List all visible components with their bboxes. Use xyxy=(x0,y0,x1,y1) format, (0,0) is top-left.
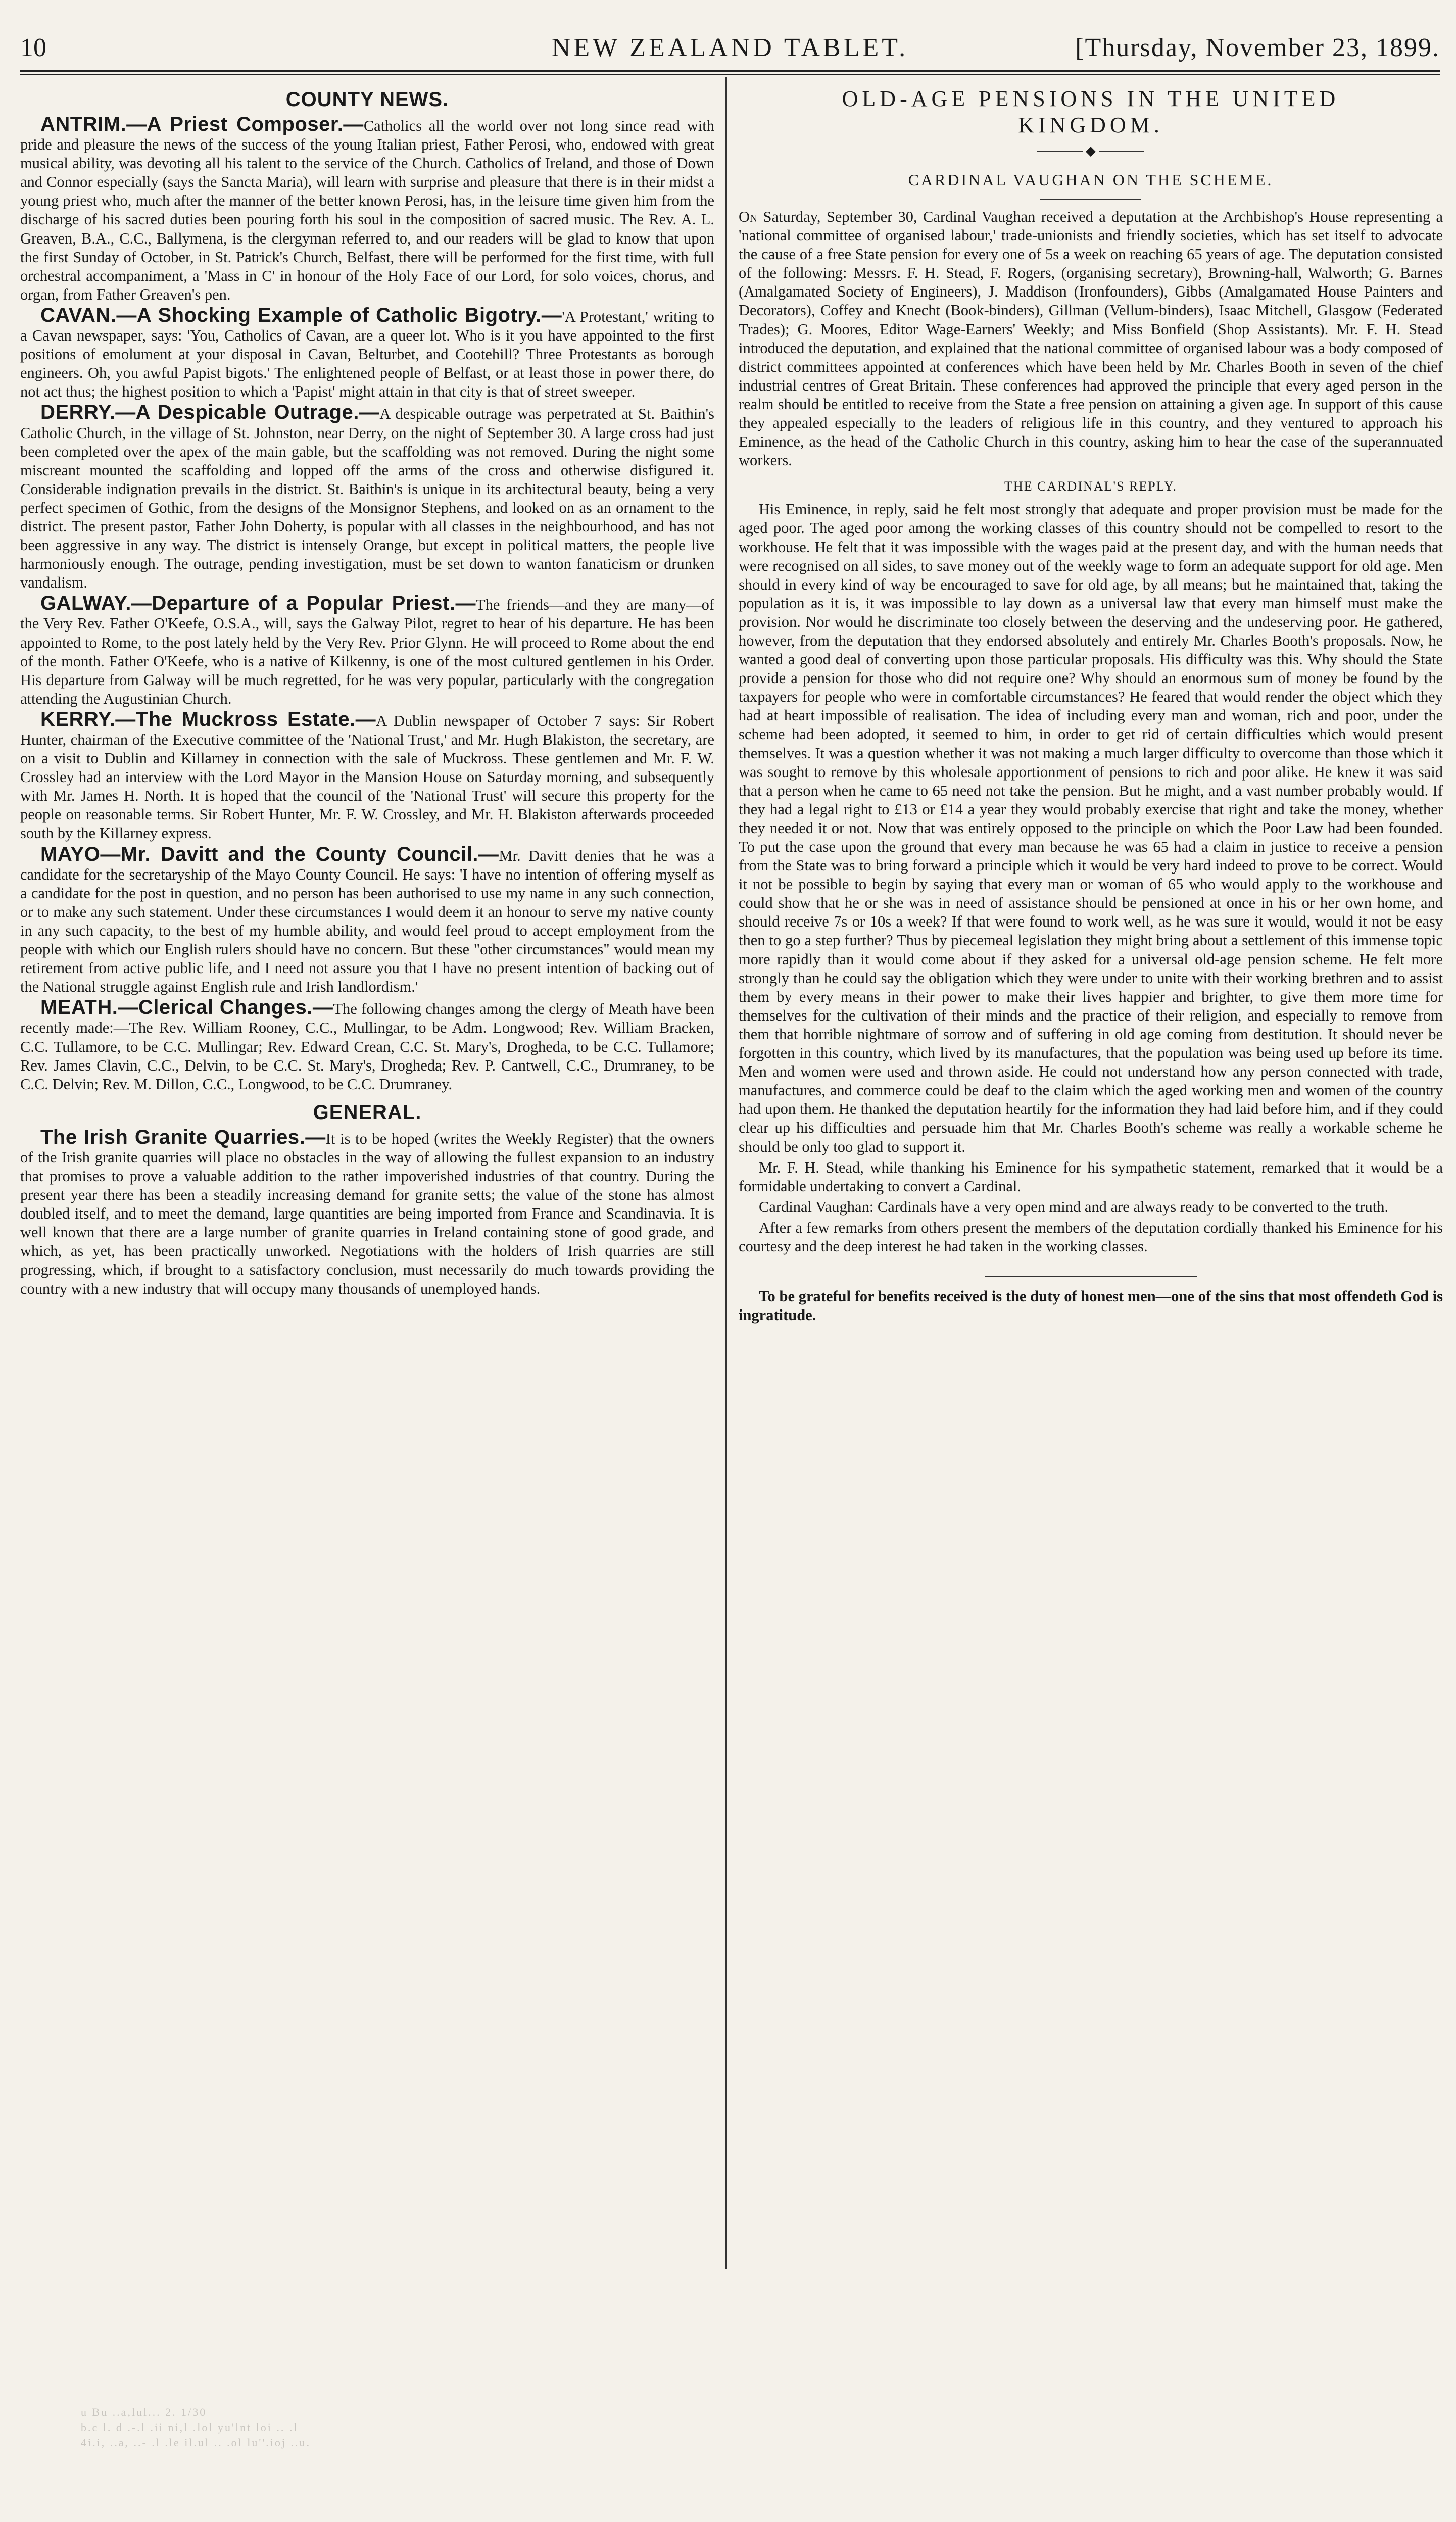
news-heading: DERRY.—A Despicable Outrage.— xyxy=(40,401,380,424)
news-item-antrim xyxy=(20,115,714,304)
closing-rule xyxy=(985,1276,1197,1277)
news-body: The friends—and they are many—of the Very Rev. Father O'Keefe, O.S.A., will, says the Galway Pilot, regret to hear of his departure. He has been appointed to Rome, to the post lately held by the Very Rev. Prior Glynn. He will proceed to Rome about the end of the month. Father O'Keefe, who is a native of Kilkenny, is one of the most cultured gentlemen in his Order. His departure from Galway will be much regretted, for he was very popular, particularly with the congregation attending the Augustinian Church. xyxy=(20,596,714,707)
news-item-cavan xyxy=(20,306,714,401)
footer-line: 4i.i, ..a, ..- .l .le il.ul .. .ol lu''.ioj ..u. xyxy=(81,2436,311,2449)
faded-footer xyxy=(81,2405,788,2450)
masthead xyxy=(20,28,1440,68)
page-number: 10 xyxy=(20,33,46,62)
news-heading: KERRY.—The Muckross Estate.— xyxy=(40,708,376,731)
issue-date: [Thursday, November 23, 1899. xyxy=(1075,33,1440,62)
diamond-ornament-icon: ◆ xyxy=(1086,143,1096,158)
intro-first-word: On xyxy=(739,208,758,225)
news-body: The following changes among the clergy of Meath have been recently made:—The Rev. William Rooney, C.C., Mullingar, to be Adm. Longwood; Rev. William Bracken, C.C. Tullamore, to be C.C. Mullingar; Rev. Edward Crean, C.C. St. Mary's, Drogheda, to be C.C. Tullamore; Rev. James Clavin, C.C., Delvin, to be C.C. St. Mary's, Drogheda; Rev. P. Cantwell, C.C., Drumraney, to be C.C. Delvin; Rev. M. Dillon, C.C., Longwood, to be C.C. Drumraney. xyxy=(20,1000,714,1093)
reply-heading: THE CARDINAL'S REPLY. xyxy=(1004,479,1177,494)
masthead-rule xyxy=(20,70,1440,72)
news-heading: MEATH.—Clerical Changes.— xyxy=(40,996,333,1019)
subtitle-rule xyxy=(1040,199,1141,200)
news-body: A despicable outrage was perpetrated at St. Baithin's Catholic Church, in the village of St. Johnston, near Derry, on the night of September 30. A large cross had just been completed over the apex of the main gable, but the scaffolding was not removed. During the night some miscreant mounted the scaffolding and lopped off the arms of the cross and otherwise disfigured it. Considerable indignation prevails in the district. St. Baithin's is unique in its architectural beauty, being a very perfect specimen of Gothic, from the designs of the Monsignor Stephens, and looked on as an ornament to the district. The present pastor, Father John Doherty, is popular with all classes in the neighbourhood, and has not been aggressive in any way. The district is intensely Orange, but except in political matters, the people live harmoniously enough. The outrage, pending investigation, must be set down to wanton fanaticism or drunken vandalism. xyxy=(20,405,714,592)
news-heading: ANTRIM.—A Priest Composer.— xyxy=(40,113,364,135)
column-divider xyxy=(725,77,727,2269)
masthead-rule-thin xyxy=(20,74,1440,75)
reply-text: His Eminence, in reply, said he felt most strongly that adequate and proper provision must be made for the aged poor. The aged poor among the working classes of this country should not be compelled to resort to the workhouse. He felt that it was impossible with the wages paid at the present day, and with the human needs that were recognised on all sides, to save money out of the weekly wage to form an adequate support for old age. Men should in every kind of way be encouraged to save for old age, by all means; but he maintained that, taking the population as it is, it was impossible to lay down as a universal law that every man himself must make the provision. Nor would he discriminate too closely between the deserving and the undeserving poor. He gathered, however, from the deputation that they endorsed absolutely and entirely Mr. Charles Booth's proposals. Now, he wanted a good deal of converting upon those particular proposals. His difficulty was this. Why should the State provide a pension for those who did not require one? Why should an enormous sum of money be found by the taxpayers for people who were in comfortable circumstances? He feared that would render the object which they had at heart impossible of realisation. The idea of including every man and woman, rich and poor, under the scheme had been adopted, it seemed to him, in order to get rid of certain difficulties which would present themselves. It was a question whether it was not making a much larger difficulty to overcome than those which it was sought to remove by this wholesale apportionment of pensions to rich and poor alike. He knew it was said that a person when he came to 65 need not take the pension. But he might, and a vast number probably would. If they had a legal right to £13 or £14 a year they would probably exercise that right and take the money, whether they needed it or not. Now that was entirely opposed to the principle on which the Poor Law had been founded. To put the case upon the ground that every man because he was 65 had a claim in justice to receive a pension from the State was to bring forward a principle which it would be very hard indeed to prove to be correct. Would it not be possible to begin by saying that every man or woman of 65 who would apply to the workhouse and could show that he or she was in need of assistance should be pensioned at once in his or her own home, and should receive 7s or 10s a week? If that were found to work well, as he was sure it would, would it not be easy then to go a step further? Thus by piecemeal legislation they might bring about a settlement of this immense topic more rapidly than it would come about if they asked for a universal old-age pension scheme. He felt more strongly than he could say the obligation which they were under to unite with their working brethren and to assist them by every means in their power to make their lives happier and brighter, to give them more time for themselves for the cultivation of their minds and the practice of their religion, and especially to remove from them that horrible nightmare of sorrow and of suffering in old age coming from destitution. It should never be forgotten in this country, which lived by its manufactures, that the population was being used up before its time. Men and women were used and thrown aside. He could not understand how any person connected with trade, manufactures, and commerce could be deaf to the claim which the aged working men and women of the country had upon them. He thanked the deputation heartily for the information they had laid before him, and if they could clear up his difficulties and persuade him that Mr. Charles Booth's scheme was really a workable scheme he should be only too glad to support it. xyxy=(739,501,1443,1155)
news-item-mayo xyxy=(20,845,714,997)
newspaper-title: NEW ZEALAND TABLET. xyxy=(551,33,909,62)
news-body: Mr. Davitt denies that he was a candidate for the secretaryship of the Mayo County Council. He says: 'I have no intention of offering myself as a candidate for the post in question, and no person has been authorised to use my name in any such connection, or to make any such statement. Under these circumstances I would deem it an honour to serve my native county in any such capacity, to the best of my humble ability, and would feel proud to accept employment from the people with which our English rulers should have no concern. But these "other circumstances" would mean my retirement from active public life, and I need not assure you that I have no present intention of backing out of the National struggle against English rule and Irish landlordism.' xyxy=(20,847,714,996)
news-heading: GALWAY.—Departure of a Popular Priest.— xyxy=(40,592,476,615)
closing-maxim: To be grateful for benefits received is the duty of honest men—one of the sins that most offendeth God is ingratitude. xyxy=(739,1288,1443,1324)
intro-text: Saturday, September 30, Cardinal Vaughan received a deputation at the Archbishop's House representing a 'national committee of organised labour,' trade-unionists and friendly societies, which has set itself to advocate the cause of a free State pension for every one of 5s a week on reaching 65 years of age. The deputation consisted of the following: Messrs. F. H. Stead, F. Rogers, (organising secretary), Browning-hall, Walworth; G. Barnes (Amalgamated Society of Engineers), J. Maddison (Ironfounders), Gibbs (Amalgamated House Painters and Decorators), Coffey and Knecht (Book-binders), Gillman (Vellum-binders), Isaac Mitchell, Glasgow (Federated Trades); G. Moores, Editor Wage-Earners' Weekly; and Miss Bonfield (Shop Assistants). Mr. F. H. Stead introduced the deputation, and explained that the national committee of organised labour was a body composed of district committees appointed at conferences which have been held by Mr. Charles Booth in seven of the chief industrial centres of Great Britain. These conferences had approved the principle that every aged person in the realm should be entitled to receive from the State a free pension on attaining a given age. In support of this cause they appealed especially to the leaders of religious life in this country, and they ventured to approach his Eminence, as the head of the Catholic Church in this country, asking him to hear the case of the superannuated workers. xyxy=(739,208,1443,469)
footer-line: u Bu ..a,lul... 2. 1/30 xyxy=(81,2406,207,2418)
news-body: 'A Protestant,' writing to a Cavan newspaper, says: 'You, Catholics of Cavan, are a queer lot. Who is it you have appointed to the first positions of emolument at your disposal in Cavan, Belturbet, and Cootehill? Three Protestants as borough engineers. Oh, you awful Papist bigots.' The enlightened people of Belfast, or at least those in power there, do not act thus; the highest position to which a 'Papist' might attain in that city is that of street sweeper. xyxy=(20,308,714,401)
news-item-granite xyxy=(20,1128,714,1298)
news-heading: CAVAN.—A Shocking Example of Catholic Bigotry.— xyxy=(40,304,562,326)
news-item-derry xyxy=(20,403,714,592)
ornament-line-right xyxy=(1099,151,1144,152)
news-body: A Dublin newspaper of October 7 says: Sir Robert Hunter, chairman of the Executive committee of the 'National Trust,' and Mr. Hugh Blakiston, the secretary, are on a visit to Dublin and Killarney in connection with the sale of Muckross. These gentlemen and Mr. F. W. Crossley had an interview with the Lord Mayor in the Mansion House on Saturday morning, and subsequently with Mr. James H. North. It is hoped that the council of the 'National Trust' will secure this property for the people on reasonable terms. Sir Robert Hunter, Mr. F. W. Crossley, and Mr. H. Blakiston afterwards proceeded south by the Killarney express. xyxy=(20,712,714,842)
news-body: Catholics all the world over not long since read with pride and pleasure the news of the success of the young Italian priest, Father Perosi, who, endowed with great musical ability, was devoting all his talent to the service of the Church. Catholics of Ireland, and those of Down and Connor especially (says the Sancta Maria), will learn with surprise and pleasure that there is in their midst a young priest who, much after the manner of the better known Perosi, has, in the leisure time given him from the discharge of his sacred duties been pouring forth his soul in the composition of sacred music. The Rev. A. L. Greaven, B.A., C.C., Ballymena, is the clergyman referred to, and our readers will be glad to know that upon the first Sunday of October, in St. Patrick's Church, Belfast, there will be performed for the first time, with full orchestral accompaniment, a 'Mass in C' in honour of the Holy Face of our Lord, for solo voices, chorus, and organ, from Father Greaven's pen. xyxy=(20,117,714,303)
article-title-line2: KINGDOM. xyxy=(1018,113,1163,137)
news-heading: MAYO—Mr. Davitt and the County Council.— xyxy=(40,843,499,865)
ornament-line-left xyxy=(1037,151,1083,152)
news-item-kerry xyxy=(20,710,714,843)
footer-line: b.c l. d .-.l .ii ni,l .lol yu'lnt loi .. .l xyxy=(81,2421,299,2434)
left-column xyxy=(20,86,714,1298)
title-ornament xyxy=(739,141,1443,160)
section-title-general: GENERAL. xyxy=(313,1101,422,1124)
news-body: It is to be hoped (writes the Weekly Register) that the owners of the Irish granite quarries will place no obstacles in the way of allowing the fullest expansion to an industry that promises to prove a valuable addition to the rather impoverished industries of that country. During the present year there has been a steadily increasing demand for granite setts; the value of the stone has almost doubled itself, and to meet the demand, large quantities are being imported from France and Scandinavia. It is well known that there are a large number of granite quarries in Ireland containing stone of good grade, and which, as yet, has been practically unworked. Negotiations with the holders of Irish quarries are still progressing, which, if brought to a satisfactory conclusion, must necessarily do much towards providing the country with a new industry that will occupy many thousands of unemployed hands. xyxy=(20,1130,714,1297)
article-title-line1: OLD-AGE PENSIONS IN THE UNITED xyxy=(842,86,1340,111)
stead-remark: Mr. F. H. Stead, while thanking his Eminence for his sympathetic statement, remarked that it would be a formidable undertaking to convert a Cardinal. xyxy=(739,1158,1443,1195)
section-title-county-news: COUNTY NEWS. xyxy=(285,88,449,111)
news-item-galway xyxy=(20,594,714,708)
news-heading: The Irish Granite Quarries.— xyxy=(40,1126,326,1148)
news-item-meath xyxy=(20,998,714,1093)
article-subtitle: CARDINAL VAUGHAN ON THE SCHEME. xyxy=(908,171,1274,189)
article-intro xyxy=(739,208,1443,470)
right-column xyxy=(739,86,1443,1325)
vaughan-remark: Cardinal Vaughan: Cardinals have a very open mind and are always ready to be converted to the truth. xyxy=(759,1198,1389,1216)
closing-remark: After a few remarks from others present the members of the deputation cordially thanked his Eminence for his courtesy and the deep interest he had taken in the working classes. xyxy=(739,1219,1443,1255)
